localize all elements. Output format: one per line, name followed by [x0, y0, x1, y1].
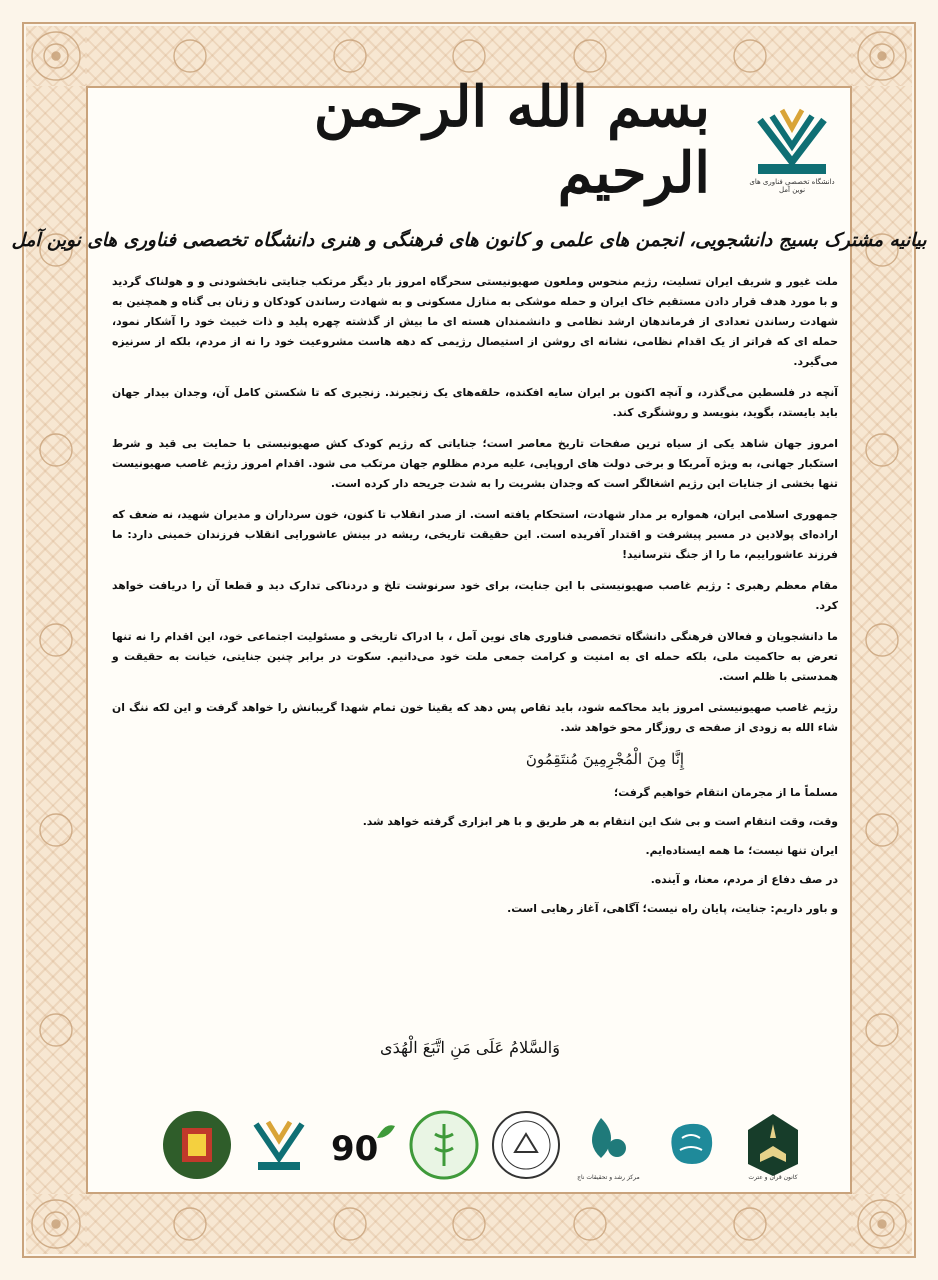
short-line: و باور داریم: جنایت، پایان راه نیست؛ آگاهی، آغاز رهایی است. — [507, 902, 838, 915]
closing-salutation: وَالسَّلامُ عَلَى مَنِ اتَّبَعَ الْهُدَى — [380, 1037, 560, 1057]
quran-verse: إِنَّا مِنَ الْمُجْرِمِينَ مُنتَقِمُونَ — [525, 750, 685, 768]
short-line: ایران تنها نیست؛ ما همه ایستاده‌ایم. — [645, 844, 838, 857]
paragraph: ملت غیور و شریف ایران تسلیت، رژیم منحوس وملعون صهیونیستی سحرگاه امروز بار دیگر مرتکب جنایتی نابخشودنی و و هولناک گردید و با مورد هدف قرار دادن مستقیم خاک ایران و حمله موشکی به منازل مسکونی و به شهادت رساندن کودکان و زنان بی گناه و همچنین به شهادت رساندن تعدادی از فرماندهان ارشد نظامی و دانشمندان هسته ای ما بیش از گذشته چهره پلید و ذات خبیث خود را آشکار نمود، حمله ای که فراتر از یک اقدام نظامی، نشانه ای روشن از استیصال رژیمی که دهه هاست مشروعیت خود را نه از مردم، بلکه از سرنیزه می‌گیرد. — [112, 275, 838, 368]
growth-logo — [325, 1108, 399, 1182]
paragraph: ما دانشجویان و فعالان فرهنگی دانشگاه تخصصی فناوری های نوین آمل ، با ادراک تاریخی و مسئولیت اجتماعی خود، این اقدام را نه تنها تعرض به حاکمیت ملی، بلکه حمله ای به امنیت و کرامت جمعی ملت خود می‌دانیم. سکوت در برابر چنین جنایتی، خیانت به حقیقت و همدستی با ظلم است. — [112, 630, 838, 683]
paragraph: رژیم غاصب صهیونیستی امروز باید محاکمه شود، باید تقاص پس دهد که یقینا خون تمام شهدا گریبانش را خواهد گرفت و این لکه ننگ ان شاء الله به زودی از صفحه ی روزگار محو خواهد شد. — [112, 701, 838, 734]
growth-research-center-logo: مرکز رشد و تحقیقات ناج — [571, 1108, 645, 1182]
bismillah-heading: بسم الله الرحمن الرحیم — [313, 74, 710, 206]
medical-association-logo — [407, 1108, 481, 1182]
statement-body — [112, 272, 838, 1062]
paragraph: جمهوری اسلامی ایران، همواره بر مدار شهادت، استحکام یافته است. از صدر انقلاب تا کنون، خون سرداران و مدیران شهید، نه ضعف که اراده‌ای پولادین در مسیر پیشرفت و اقتدار آفریده است. این حقیقت تاریخی، ریشه در بینش عاشورایی انقلاب فرزندان خمینی دارد: ما فرزند عاشوراییم، ما را از جنگ نترسانید! — [112, 508, 838, 561]
paragraph: امروز جهان شاهد یکی از سیاه ترین صفحات تاریخ معاصر است؛ جنایاتی که رژیم کودک کش صهیونیستی با حمایت بی قید و شرط استکبار جهانی، به ویژه آمریکا و برخی دولت های اروپایی، علیه مردم مظلوم جهان مرتکب می شود. اقدام امروز رژیم غاصب صهیونیست تنها بخشی از جنایات این رژیم اشغالگر است که وجدان بشریت را به شدت جریحه دار کرده است. — [112, 437, 838, 490]
university-logo — [742, 90, 842, 190]
brain-science-logo — [654, 1108, 728, 1182]
basij-logo — [160, 1108, 234, 1182]
sponsor-logos-row — [160, 1102, 810, 1188]
paragraph: آنچه در فلسطین می‌گذرد، و آنچه اکنون بر ایران سایه افکنده، حلقه‌های یک زنجیرند. زنجیری که تا شکستن کامل آن، وجدان بیدار جهان باید بایستد، بگوید، بنویسد و روشنگری کند. — [112, 386, 838, 419]
logo-caption: دانشگاه تخصصی فناوری های نوین آمل — [749, 178, 835, 194]
short-line: در صف دفاع از مردم، معنا، و آینده. — [650, 873, 838, 886]
paragraph: مقام معظم رهبری : رژیم غاصب صهیونیستی با این جنایت، برای خود سرنوشت تلخ و دردناکی تدارک دید و قطعا آن را دریافت خواهد کرد. — [112, 579, 838, 612]
short-line: وقت، وقت انتقام است و بی شک این انتقام به هر طریق و با هر ابزاری گرفته خواهد شد. — [362, 815, 838, 828]
statement-title: بیانیه مشترک بسیج دانشجویی، انجمن های علمی و کانون های فرهنگی و هنری دانشگاه تخصصی فناوری های نوین آمل — [11, 229, 927, 251]
svg-text:90: 90 — [330, 1129, 378, 1169]
short-line: مسلماً ما از مجرمان انتقام خواهیم گرفت؛ — [613, 786, 838, 799]
quran-center-logo: کانون قرآن و عترت — [736, 1108, 810, 1182]
university-emblem-logo — [242, 1108, 316, 1182]
scientific-association-seal — [489, 1108, 563, 1182]
